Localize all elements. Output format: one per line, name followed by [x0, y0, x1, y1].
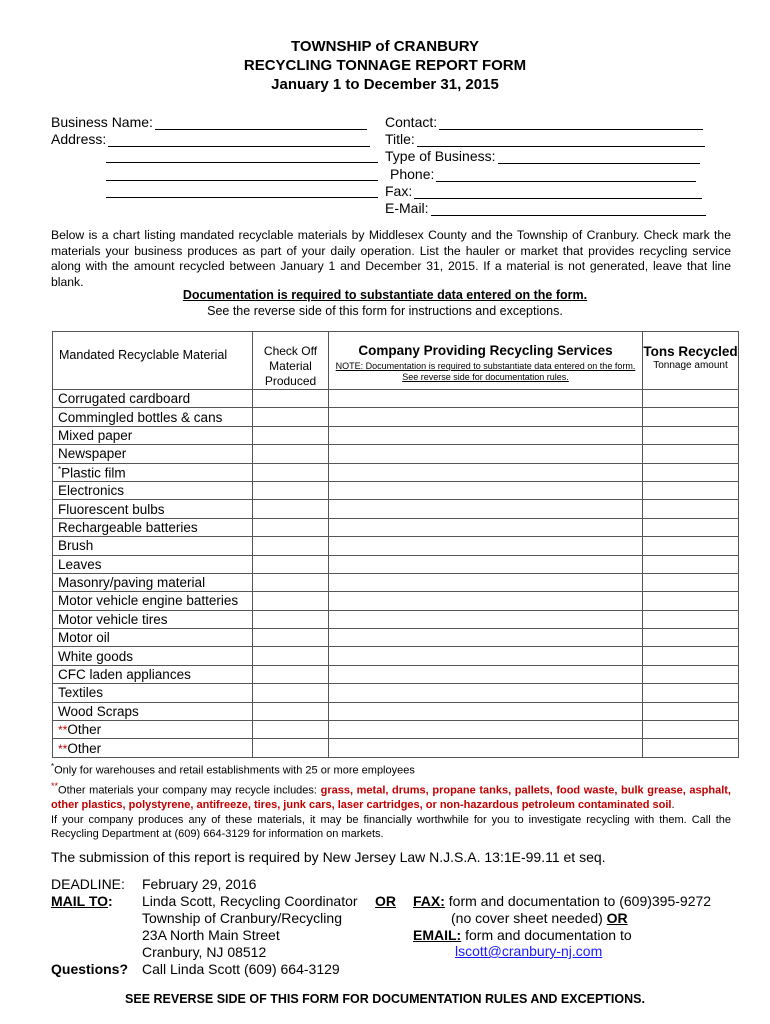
type-of-business-field[interactable]	[385, 148, 700, 164]
table-row	[53, 665, 739, 683]
phone-label: Phone:	[390, 166, 435, 182]
fax-sub-text: (no cover sheet needed)	[451, 910, 607, 926]
company-cell[interactable]	[329, 426, 643, 444]
form-title: RECYCLING TONNAGE REPORT FORM	[243, 57, 527, 74]
fax-instruction-text: form and documentation to (609)395-9272	[444, 893, 712, 909]
tons-cell[interactable]	[643, 721, 739, 739]
footnote-double-mark: **	[51, 781, 59, 791]
contact-line[interactable]	[439, 115, 703, 130]
email-instruction-text: form and documentation to	[461, 927, 632, 943]
company-cell[interactable]	[329, 702, 643, 720]
table-row	[53, 610, 739, 628]
material-label: Newspaper	[58, 446, 127, 462]
material-mark: *	[58, 464, 62, 474]
material-label: Textiles	[58, 685, 104, 701]
table-row	[53, 684, 739, 702]
mail-to-label	[51, 893, 113, 909]
company-cell[interactable]	[329, 518, 643, 536]
mail-to-line-4: Cranbury, NJ 08512	[142, 944, 267, 960]
tons-cell[interactable]	[643, 739, 739, 757]
company-cell[interactable]	[329, 481, 643, 499]
address-line-2[interactable]	[106, 148, 378, 163]
company-cell[interactable]	[329, 647, 643, 665]
material-mark: **	[58, 723, 68, 738]
questions-label: Questions?	[51, 961, 129, 977]
fax-label: Fax:	[385, 183, 413, 199]
deadline-label: DEADLINE:	[51, 876, 125, 892]
material-label: Motor vehicle engine batteries	[58, 593, 239, 609]
type-of-business-label: Type of Business:	[385, 148, 496, 164]
contact-label: Contact:	[385, 114, 438, 130]
company-cell[interactable]	[329, 408, 643, 426]
email-field[interactable]	[385, 200, 706, 216]
material-label: Motor vehicle tires	[58, 611, 168, 627]
phone-line[interactable]	[436, 167, 696, 182]
company-cell[interactable]	[329, 592, 643, 610]
address-field[interactable]	[51, 131, 370, 147]
intro-paragraph: Below is a chart listing mandated recyclable materials by Middlesex County and the Township of Cranbury. Check mark the materials your business produces as part of your daily operation. List the hauler or market that provides recycling service along with the amount recycled between January 1 and December 31, 2015. If a material is not generated, leave that line blank.	[51, 228, 731, 289]
material-label: Rechargeable batteries	[58, 519, 198, 535]
tons-cell[interactable]	[643, 481, 739, 499]
materials-table	[52, 331, 739, 758]
check-off-cell[interactable]	[253, 537, 329, 555]
check-off-cell[interactable]	[253, 426, 329, 444]
table-row	[53, 702, 739, 720]
company-cell[interactable]	[329, 537, 643, 555]
title-label: Title:	[385, 131, 415, 147]
check-off-cell[interactable]	[253, 629, 329, 647]
contact-field[interactable]	[385, 114, 703, 130]
table-row	[53, 647, 739, 665]
company-cell[interactable]	[329, 629, 643, 647]
footnote-double	[51, 779, 731, 842]
tons-cell[interactable]	[643, 408, 739, 426]
material-cell	[53, 390, 253, 408]
email-address-link[interactable]: lscott@cranbury-nj.com	[455, 943, 603, 959]
material-label: Leaves	[58, 556, 102, 572]
title-field[interactable]	[385, 131, 705, 147]
mail-to-address	[142, 893, 358, 961]
tons-header-title: Tons Recycled	[643, 344, 738, 359]
col-header-material: Mandated Recyclable Material	[53, 332, 253, 390]
material-cell	[53, 481, 253, 499]
company-header-note: NOTE: Documentation is required to substantiate data entered on the form. See reverse side for documentation rules.	[335, 361, 636, 382]
mail-to-line-1: Linda Scott, Recycling Coordinator	[142, 893, 358, 909]
company-cell[interactable]	[329, 610, 643, 628]
law-statement: The submission of this report is required by New Jersey Law N.J.S.A. 13:1E-99.11 et seq.	[51, 849, 606, 865]
table-row	[53, 573, 739, 591]
tons-cell[interactable]	[643, 463, 739, 481]
material-cell	[53, 518, 253, 536]
material-label: White goods	[58, 648, 134, 664]
fax-instruction	[413, 893, 711, 909]
company-cell[interactable]	[329, 500, 643, 518]
company-cell[interactable]	[329, 665, 643, 683]
email-address-wrap	[455, 943, 602, 959]
email-instruction-label: EMAIL:	[413, 927, 462, 943]
materials-table-body	[53, 390, 739, 758]
phone-field[interactable]	[385, 166, 696, 182]
footnote-single-text: Only for warehouses and retail establishments with 25 or more employees	[54, 764, 415, 777]
material-cell	[53, 500, 253, 518]
company-cell[interactable]	[329, 463, 643, 481]
tons-cell[interactable]	[643, 573, 739, 591]
company-cell[interactable]	[329, 721, 643, 739]
email-label: E-Mail:	[385, 200, 429, 216]
table-row	[53, 629, 739, 647]
table-row	[53, 445, 739, 463]
documentation-required-note: Documentation is required to substantiate data entered on the form.	[182, 288, 588, 302]
check-off-cell[interactable]	[253, 390, 329, 408]
deadline-value: February 29, 2016	[142, 876, 257, 892]
company-cell[interactable]	[329, 390, 643, 408]
tons-cell[interactable]	[643, 629, 739, 647]
material-label: Other	[67, 722, 102, 738]
mail-to-colon: :	[108, 893, 113, 909]
check-off-cell[interactable]	[253, 408, 329, 426]
table-row	[53, 537, 739, 555]
address-line-3[interactable]	[106, 166, 378, 181]
tons-header-sub: Tonnage amount	[653, 360, 728, 371]
check-off-cell[interactable]	[253, 739, 329, 757]
address-label: Address:	[51, 131, 107, 147]
see-reverse-note: See the reverse side of this form for instructions and exceptions.	[207, 304, 563, 318]
footnote-single	[51, 762, 415, 777]
material-cell	[53, 426, 253, 444]
tons-cell[interactable]	[643, 518, 739, 536]
address-line-2-field[interactable]	[104, 148, 378, 163]
company-cell[interactable]	[329, 684, 643, 702]
material-cell	[53, 610, 253, 628]
mail-to-label-text: MAIL TO	[51, 893, 109, 909]
material-cell	[53, 739, 253, 757]
check-off-cell[interactable]	[253, 463, 329, 481]
col-header-check-off: Check Off Material Produced	[253, 332, 329, 390]
business-name-line[interactable]	[155, 115, 367, 130]
material-mark: **	[58, 741, 68, 756]
check-off-cell[interactable]	[253, 721, 329, 739]
tons-cell[interactable]	[643, 665, 739, 683]
company-header-title: Company Providing Recycling Services	[358, 343, 613, 358]
check-off-cell[interactable]	[253, 665, 329, 683]
check-off-cell[interactable]	[253, 592, 329, 610]
tons-cell[interactable]	[643, 537, 739, 555]
email-instruction	[413, 927, 632, 943]
questions-text: Call Linda Scott (609) 664-3129	[142, 961, 340, 977]
material-label: Mixed paper	[58, 427, 133, 443]
check-off-cell[interactable]	[253, 518, 329, 536]
material-label: Other	[67, 740, 102, 756]
material-cell	[53, 555, 253, 573]
tons-cell[interactable]	[643, 592, 739, 610]
material-cell	[53, 702, 253, 720]
township-title: TOWNSHIP of CRANBURY	[290, 38, 480, 55]
tons-cell[interactable]	[643, 445, 739, 463]
table-row	[53, 463, 739, 481]
address-line-3-field[interactable]	[104, 166, 378, 181]
material-cell	[53, 665, 253, 683]
company-cell[interactable]	[329, 573, 643, 591]
fax-line[interactable]	[414, 184, 702, 199]
material-label: Commingled bottles & cans	[58, 409, 223, 425]
material-cell	[53, 537, 253, 555]
table-row	[53, 426, 739, 444]
company-cell[interactable]	[329, 739, 643, 757]
material-label: Brush	[58, 538, 94, 554]
check-off-cell[interactable]	[253, 481, 329, 499]
tons-cell[interactable]	[643, 500, 739, 518]
check-off-cell[interactable]	[253, 500, 329, 518]
mail-to-line-3: 23A North Main Street	[142, 927, 280, 943]
date-range: January 1 to December 31, 2015	[271, 76, 499, 93]
footer-note: SEE REVERSE SIDE OF THIS FORM FOR DOCUMENTATION RULES AND EXCEPTIONS.	[125, 992, 645, 1006]
footnote-double-advice: If your company produces any of these materials, it may be financially worthwhile for you to investigate recycling with them. Call the Recycling Department at (609) 664-3129 for information on markets.	[51, 813, 731, 841]
material-label: Motor oil	[58, 630, 110, 646]
tons-cell[interactable]	[643, 610, 739, 628]
material-label: Wood Scraps	[58, 703, 139, 719]
table-row	[53, 739, 739, 757]
tons-cell[interactable]	[643, 390, 739, 408]
check-off-cell[interactable]	[253, 445, 329, 463]
address-line-1[interactable]	[108, 132, 370, 147]
material-label: Corrugated cardboard	[58, 391, 191, 407]
material-cell	[53, 629, 253, 647]
table-row	[53, 481, 739, 499]
tons-cell[interactable]	[643, 702, 739, 720]
fax-field[interactable]	[385, 183, 702, 199]
type-of-business-line[interactable]	[498, 149, 700, 164]
business-name-field[interactable]	[51, 114, 367, 130]
col-header-tons	[643, 332, 739, 390]
check-off-cell[interactable]	[253, 684, 329, 702]
material-label: Masonry/paving material	[58, 575, 206, 591]
material-label: Fluorescent bulbs	[58, 501, 165, 517]
tons-cell[interactable]	[643, 426, 739, 444]
material-cell	[53, 647, 253, 665]
address-line-4[interactable]	[106, 183, 378, 198]
table-row	[53, 408, 739, 426]
check-off-cell[interactable]	[253, 555, 329, 573]
check-off-cell[interactable]	[253, 702, 329, 720]
mail-to-line-2: Township of Cranbury/Recycling	[142, 910, 342, 926]
footnote-single-mark: *	[51, 762, 55, 771]
material-label: CFC laden appliances	[58, 667, 191, 683]
company-cell[interactable]	[329, 445, 643, 463]
tons-cell[interactable]	[643, 555, 739, 573]
footnote-double-materials: grass, metal, drums, propane tanks, pallets, food waste, bulk grease, asphalt, other plastics, polystyrene, antifreeze, tires, junk cars, laser cartridges, or non-hazardous petroleum contaminated soil	[51, 784, 731, 812]
check-off-cell[interactable]	[253, 647, 329, 665]
footnote-double-intro: Other materials your company may recycle includes:	[58, 784, 321, 797]
title-line[interactable]	[417, 132, 705, 147]
tons-cell[interactable]	[643, 684, 739, 702]
address-line-4-field[interactable]	[104, 183, 378, 198]
material-cell	[53, 684, 253, 702]
business-name-label: Business Name:	[51, 114, 153, 130]
material-cell	[53, 573, 253, 591]
table-row	[53, 500, 739, 518]
material-label: Electronics	[58, 483, 125, 499]
material-cell	[53, 463, 253, 481]
col-header-company	[329, 332, 643, 390]
table-row	[53, 592, 739, 610]
material-cell	[53, 721, 253, 739]
fax-sub-or: OR	[606, 910, 628, 926]
or-label: OR	[375, 893, 396, 909]
material-label: Plastic film	[61, 465, 126, 480]
footnote-double-end: .	[671, 799, 675, 812]
check-off-cell[interactable]	[253, 573, 329, 591]
table-row	[53, 721, 739, 739]
table-row	[53, 390, 739, 408]
material-cell	[53, 408, 253, 426]
fax-sub	[451, 910, 628, 926]
email-line[interactable]	[431, 201, 706, 216]
material-cell	[53, 592, 253, 610]
check-off-cell[interactable]	[253, 610, 329, 628]
tons-cell[interactable]	[643, 647, 739, 665]
material-cell	[53, 445, 253, 463]
table-row	[53, 518, 739, 536]
company-cell[interactable]	[329, 555, 643, 573]
fax-instruction-label: FAX:	[413, 893, 445, 909]
table-row	[53, 555, 739, 573]
